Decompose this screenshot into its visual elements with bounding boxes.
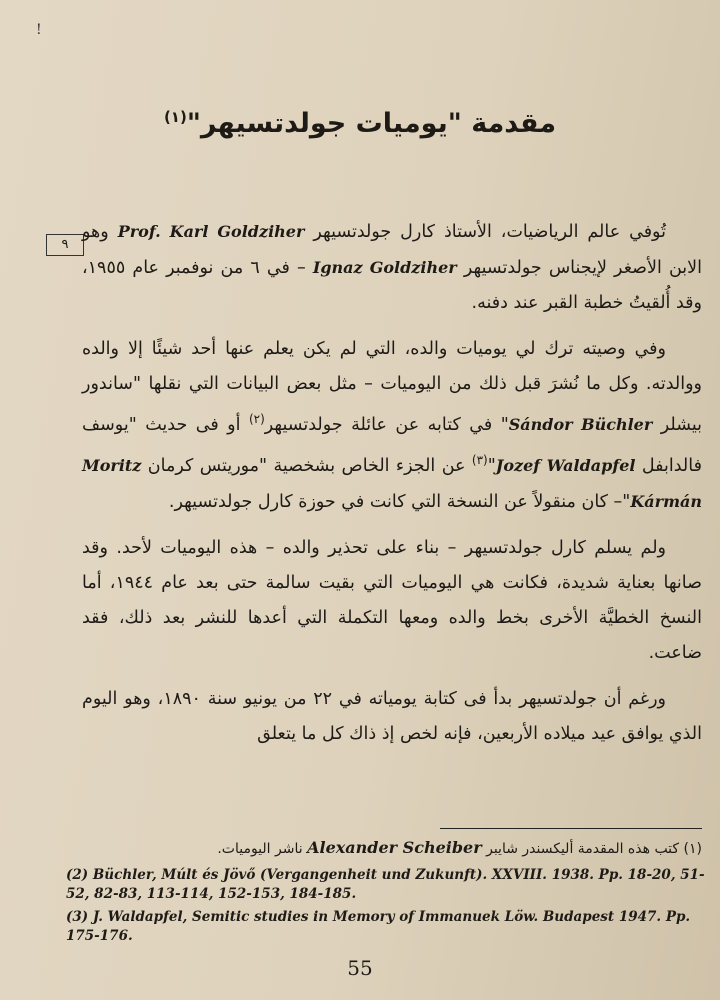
footnote-ref-3: (٣) [471, 452, 488, 467]
p1-text-c: – في ٦ من نوفمبر عام ١٩٥٥، وقد أُلقيتُ خطبة القبر عند دفنه. [82, 258, 702, 313]
paragraph-1 [82, 214, 702, 321]
footnote-1-name: Alexander Scheiber [307, 838, 482, 857]
margin-page-number: ٩ [46, 234, 84, 256]
footnote-1-text-b: ناشر اليوميات. [217, 841, 303, 857]
title-text: مقدمة "يوميات جولدتسيهر" [186, 108, 557, 139]
paragraph-2 [82, 332, 702, 520]
p2-text-e: عن الجزء الخاص بشخصية "موريتس كرمان [147, 455, 466, 476]
corner-mark: ! [36, 22, 42, 38]
footnote-1-text-a: (١) كتب هذه المقدمة أليكسندر شايبر [486, 841, 702, 857]
title-footnote-ref: (١) [163, 108, 187, 126]
p2-text-b: " في كتابه عن عائلة جولدتسيهر [264, 414, 509, 435]
p2-text-a: وفي وصيته ترك لي يوميات والده، التي لم يكن يعلم عنها أحد شيئًا إلا والده ووالدته. وكل ما نُشرَ قبل ذلك من اليوميات – مثل بعض البيانات التي نقلها "ساندور بيشلر [82, 339, 702, 435]
footnote-ref-2: (٢) [248, 412, 265, 426]
latin-name-ignaz: Ignaz Goldziher [312, 258, 457, 277]
p1-text-a: تُوفي عالم الرياضيات، الأستاذ كارل جولدتسيهر [313, 222, 666, 242]
paragraph-4: ورغم أن جولدتسيهر بدأ فى كتابة يومياته في ٢٢ من يونيو سنة ١٨٩٠، وهو اليوم الذي يوافق عيد ميلاده الأربعين، فإنه لخص إذ ذاك كل ما يتعلق [82, 688, 702, 744]
p1-text-b: وهو الابن الأصغر لإيجناس جولدتسيهر [82, 222, 702, 278]
p2-text-d: " [487, 455, 496, 476]
latin-name-sandor: Sándor Büchler [508, 414, 653, 434]
footnote-2: (2) Büchler, Múlt és Jövő (Vergangenheit und Zukunft). XXVIII. 1938. Pp. 18-20, 51-52, 82-83, 113-114, 152-153, 184-185. [66, 867, 705, 902]
footnote-1 [60, 838, 702, 857]
body-text [82, 214, 702, 763]
footnote-divider [440, 828, 702, 829]
latin-name-moritz: Moritz Kármán [82, 455, 702, 511]
paragraph-3: ولم يسلم كارل جولدتسيهر – بناء على تحذير والده – هذه اليوميات لأحد. وقد صانها بعناية شديدة، فكانت هي اليوميات التي بقيت سالمة حتى بعد عام ١٩٤٤، أما النسخ الخطيَّة الأخرى بخط والده ومعها التكملة التي أعدها للنشر بعد ذلك، فقد ضاعت. [82, 537, 702, 663]
footnote-3: (3) J. Waldapfel, Semitic studies in Memory of Immanuek Löw. Budapest 1947. Pp. 175-176. [66, 909, 691, 944]
page-number: 55 [347, 956, 373, 980]
page-title [0, 108, 720, 139]
latin-name-karl: Prof. Karl Goldziher [117, 222, 305, 241]
p2-text-f: "– كان منقولاً عن النسخة التي كانت في حوزة كارل جولدتسيهر. [168, 491, 631, 512]
p2-text-c: أو فى حديث "يوسف فالدابفل [82, 414, 702, 476]
latin-name-jozef: Jozef Waldapfel [495, 455, 636, 475]
